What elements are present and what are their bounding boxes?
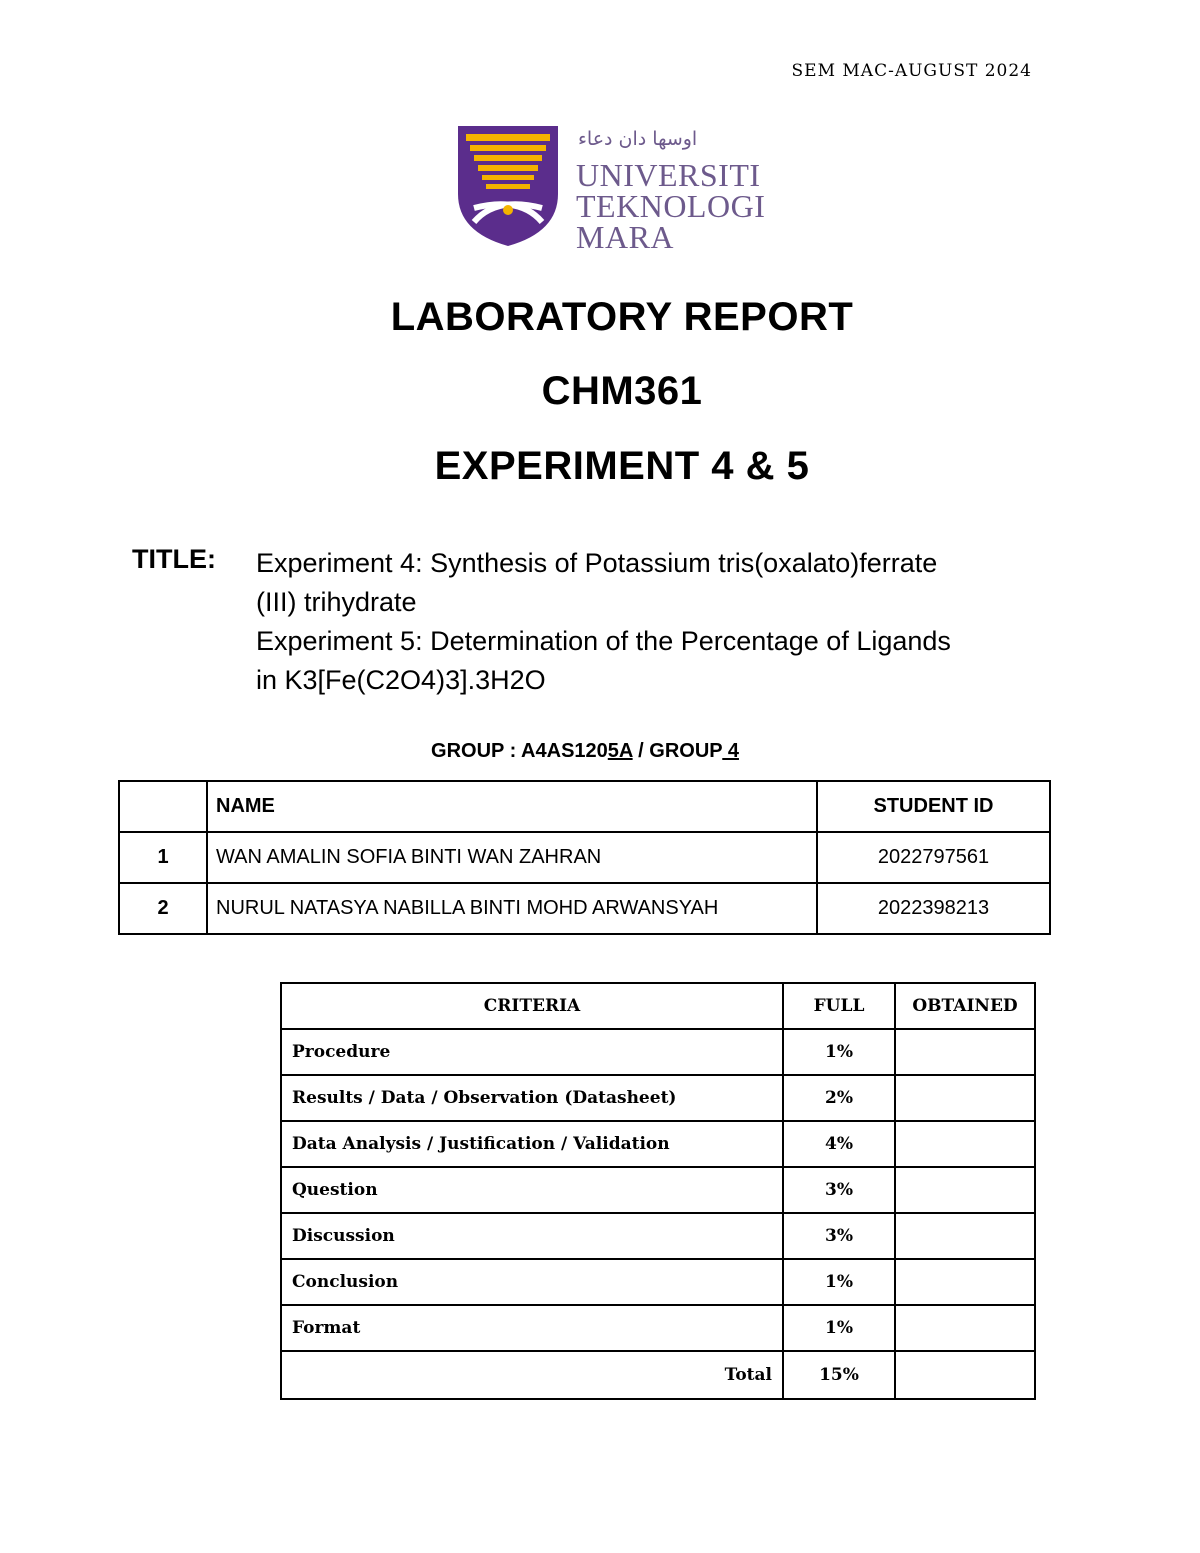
logo-wordmark xyxy=(576,157,766,255)
semester-label: SEM MAC-AUGUST 2024 xyxy=(791,61,1032,81)
criteria-obtained-cell[interactable] xyxy=(895,1213,1035,1259)
table-row xyxy=(119,832,1050,883)
title-text xyxy=(256,544,1086,700)
group-line xyxy=(0,740,1170,763)
logo-line-2: TEKNOLOGI xyxy=(576,188,766,224)
header-obtained: OBTAINED xyxy=(895,983,1035,1029)
uitm-crest-icon xyxy=(456,124,560,248)
student-id: 2022398213 xyxy=(817,883,1050,934)
criteria-full: 1% xyxy=(783,1259,895,1305)
header-name: NAME xyxy=(207,781,817,832)
title-line: Experiment 4: Synthesis of Potassium tris(oxalato)ferrate xyxy=(256,548,938,578)
criteria-obtained-cell[interactable] xyxy=(895,1305,1035,1351)
logo-line-3: MARA xyxy=(576,219,675,255)
criteria-name: Data Analysis / Justification / Validation xyxy=(281,1121,783,1167)
students-table xyxy=(118,780,1051,935)
criteria-full: 1% xyxy=(783,1029,895,1075)
row-num: 2 xyxy=(119,883,207,934)
total-full: 15% xyxy=(783,1351,895,1399)
title-line: (III) trihydrate xyxy=(256,587,417,617)
criteria-full: 2% xyxy=(783,1075,895,1121)
total-row xyxy=(281,1351,1035,1399)
experiment-heading: EXPERIMENT 4 & 5 xyxy=(434,444,810,488)
criteria-name: Format xyxy=(281,1305,783,1351)
course-heading: CHM361 xyxy=(541,369,703,413)
criteria-obtained-cell[interactable] xyxy=(895,1075,1035,1121)
criteria-name: Discussion xyxy=(281,1213,783,1259)
student-name: WAN AMALIN SOFIA BINTI WAN ZAHRAN xyxy=(207,832,817,883)
criteria-name: Question xyxy=(281,1167,783,1213)
criteria-obtained-cell[interactable] xyxy=(895,1121,1035,1167)
title-line: in K3[Fe(C2O4)3].3H2O xyxy=(256,665,546,695)
logo-arabic-script: اوسها دان دعاء xyxy=(578,128,698,150)
header-criteria: CRITERIA xyxy=(281,983,783,1029)
table-row xyxy=(119,883,1050,934)
total-obtained-cell[interactable] xyxy=(895,1351,1035,1399)
student-name: NURUL NATASYA NABILLA BINTI MOHD ARWANSYAH xyxy=(207,883,817,934)
table-row xyxy=(281,1213,1035,1259)
table-row xyxy=(281,1075,1035,1121)
header-num xyxy=(119,781,207,832)
criteria-name: Procedure xyxy=(281,1029,783,1075)
criteria-name: Conclusion xyxy=(281,1259,783,1305)
student-id: 2022797561 xyxy=(817,832,1050,883)
table-row xyxy=(281,1259,1035,1305)
criteria-table xyxy=(280,982,1036,1400)
row-num: 1 xyxy=(119,832,207,883)
group-middle: / GROUP xyxy=(632,740,723,762)
table-row xyxy=(281,1305,1035,1351)
header-student-id: STUDENT ID xyxy=(817,781,1050,832)
criteria-full: 3% xyxy=(783,1167,895,1213)
group-code: 5A xyxy=(607,740,633,762)
criteria-full: 1% xyxy=(783,1305,895,1351)
table-row xyxy=(281,1029,1035,1075)
university-logo xyxy=(456,124,766,255)
logo-line-1: UNIVERSITI xyxy=(576,157,761,193)
title-line: Experiment 5: Determination of the Percentage of Ligands xyxy=(256,626,951,656)
table-row xyxy=(281,1167,1035,1213)
criteria-obtained-cell[interactable] xyxy=(895,1167,1035,1213)
group-prefix: GROUP : A4AS120 xyxy=(431,740,608,762)
report-heading: LABORATORY REPORT xyxy=(390,295,854,339)
table-row xyxy=(281,1121,1035,1167)
group-number: 4 xyxy=(722,740,739,762)
header-full: FULL xyxy=(783,983,895,1029)
total-label: Total xyxy=(281,1351,783,1399)
criteria-obtained-cell[interactable] xyxy=(895,1259,1035,1305)
table-header-row xyxy=(281,983,1035,1029)
title-label: TITLE: xyxy=(132,544,216,574)
criteria-name: Results / Data / Observation (Datasheet) xyxy=(281,1075,783,1121)
table-header-row xyxy=(119,781,1050,832)
criteria-obtained-cell[interactable] xyxy=(895,1029,1035,1075)
criteria-full: 3% xyxy=(783,1213,895,1259)
criteria-full: 4% xyxy=(783,1121,895,1167)
